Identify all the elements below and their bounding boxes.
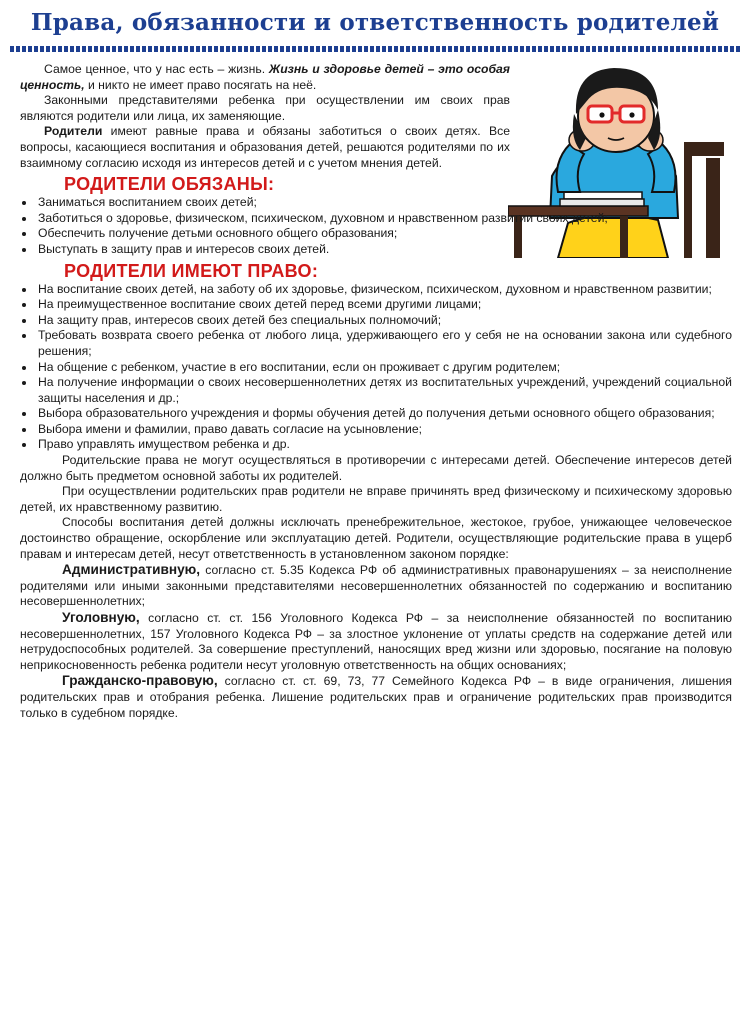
liability-text: согласно ст. ст. 156 Уголовного Кодекса РФ – за неисполнение обязанностей по воспитанию несовершеннолетних, 157 Уголовного Кодекса РФ – за злостное уклонение от уплаты средств на содержание детей или нетрудоспособных родителей. За совершение преступлений, наносящих вред жизни или здоровью, посягание на половую неприкосновенность ребенка родители несут уголовную ответственность на общих основаниях; [20, 611, 732, 672]
liability-text: согласно ст. 5.35 Кодекса РФ об административных правонарушениях – за неисполнение родителями или иными законными представителями несовершеннолетних обязанностей по содержанию и воспитанию несовершеннолетних; [20, 563, 732, 609]
liability-text: согласно ст. ст. 69, 73, 77 Семейного Кодекса РФ – в виде ограничения, лишения родительских прав и отобрания ребенка. Лишение родительских прав и ограничение родительских прав производится только в судебном порядке. [20, 674, 732, 720]
intro-paragraph-1 [20, 62, 510, 93]
list-item: • Заботиться о здоровье, физическом, психическом, духовном и нравственном развитии своих детей; [36, 211, 732, 227]
list-item: • На получение информации о своих несовершеннолетних детях из воспитательных учреждений, учреждений социальной защиты населения и др.; [36, 375, 732, 406]
body-paragraph-2: При осуществлении родительских прав родители не вправе причинять вред физическому и психическому здоровью детей, их нравственному развитию. [20, 484, 732, 514]
list-item: • Выбора имени и фамилии, право давать согласие на усыновление; [36, 422, 732, 438]
list-item: • На воспитание своих детей, на заботу об их здоровье, физическом, психическом, духовном и нравственном развитии; [36, 282, 732, 298]
title-underline [10, 46, 740, 52]
intro-text-end: и никто не имеет право посягать на неё. [84, 77, 317, 92]
list-item: • Выступать в защиту прав и интересов своих детей. [36, 242, 732, 258]
obligations-list [20, 195, 732, 257]
list-item: • Выбора образовательного учреждения и формы обучения детей до получения детьми основного общего образования; [36, 406, 732, 422]
intro-parents-text: имеют равные права и обязаны заботиться о своих детях. Все вопросы, касающиеся воспитания и образования детей, решаются родителями по их взаимному согласию исходя из интересов детей и с учетом мнения детей. [20, 124, 510, 170]
list-item: • Заниматься воспитанием своих детей; [36, 195, 732, 211]
rights-heading: РОДИТЕЛИ ИМЕЮТ ПРАВО: [64, 260, 319, 281]
intro-paragraph-2: Законными представителями ребенка при осуществлении им своих прав являются родители или лица, их заменяющие. [20, 93, 510, 123]
intro-emphasis: Жизнь и здоровье детей – это особая ценность, [20, 62, 510, 92]
obligations-heading: РОДИТЕЛИ ОБЯЗАНЫ: [64, 174, 275, 195]
list-item: • На преимущественное воспитание своих детей перед всеми другими лицами; [36, 297, 732, 313]
list-item: • Требовать возврата своего ребенка от любого лица, удерживающего его у себя не на основании закона или судебного решения; [36, 328, 732, 359]
liability-administrative [20, 562, 732, 610]
intro-paragraph-3 [20, 124, 510, 171]
liability-civil [20, 673, 732, 721]
body-paragraph-1: Родительские права не могут осуществляться в противоречии с интересами детей. Обеспечение интересов детей должно быть предметом основной заботы их родителей. [20, 453, 732, 483]
liability-lead: Гражданско-правовую, [62, 673, 218, 689]
list-item: • На защиту прав, интересов своих детей без специальных полномочий; [36, 313, 732, 329]
intro-text: Самое ценное, что у нас есть – жизнь. [44, 62, 269, 76]
rights-list [20, 282, 732, 454]
article-body [20, 62, 732, 721]
page-title: Права, обязанности и ответственность родителей [30, 9, 720, 36]
liability-criminal [20, 610, 732, 673]
liability-lead: Уголовную, [62, 610, 140, 625]
body-paragraph-3: Способы воспитания детей должны исключать пренебрежительное, жестокое, грубое, унижающее человеческое достоинство обращение, оскорбление или эксплуатацию детей. Родители, осуществляющие родительские права в ущерб правам и интересам детей, несут ответственность в установленном законом порядке: [20, 515, 732, 561]
intro-parents-bold: Родители [44, 124, 103, 139]
list-item: • Право управлять имуществом ребенка и др. [36, 437, 732, 453]
liability-lead: Административную, [62, 562, 201, 578]
list-item: • На общение с ребенком, участие в его воспитании, если он проживает с другим родителем; [36, 360, 732, 376]
intro-section [20, 62, 510, 171]
list-item: • Обеспечить получение детьми основного общего образования; [36, 226, 732, 242]
